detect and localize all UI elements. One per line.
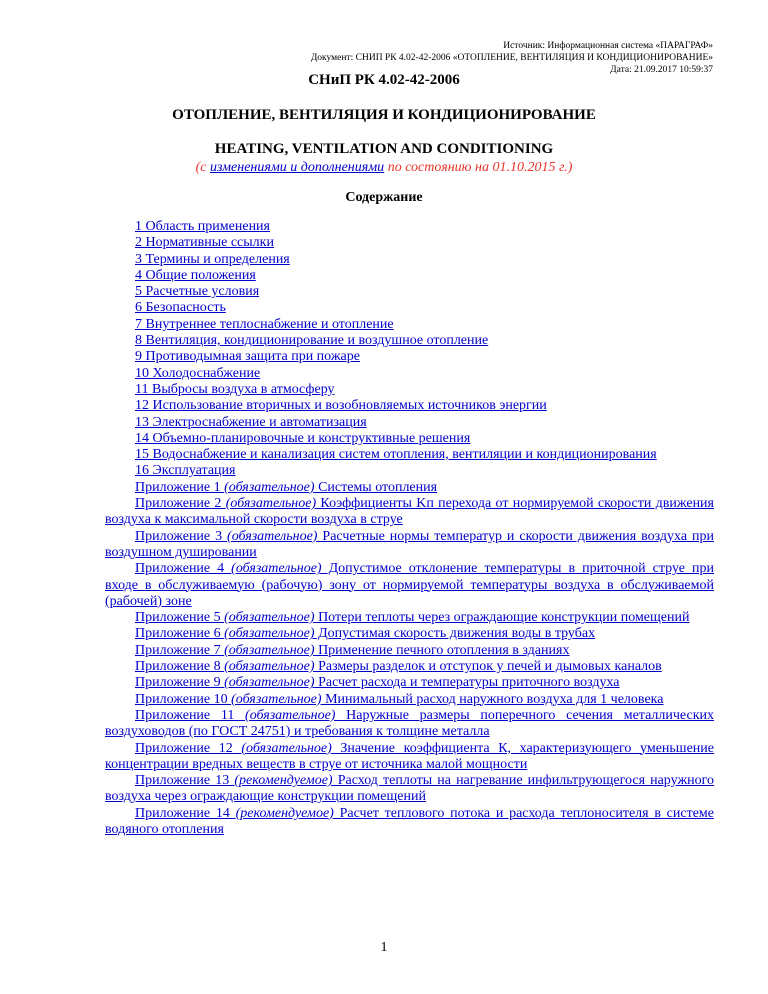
toc-item[interactable]	[105, 219, 714, 235]
toc-item-prefix: Приложение 9	[135, 675, 225, 691]
source-info	[311, 40, 713, 76]
toc-item[interactable]	[105, 773, 714, 806]
toc-item[interactable]	[105, 284, 714, 300]
toc-item[interactable]	[105, 447, 714, 463]
toc-item-label: 9 Противодымная защита при пожаре	[135, 349, 360, 365]
toc-item[interactable]	[105, 675, 714, 691]
toc-item-label: 6 Безопасность	[135, 300, 226, 316]
toc-item-label: 13 Электроснабжение и автоматизация	[135, 414, 367, 430]
table-of-contents	[105, 219, 714, 838]
toc-item-kind: (рекомендуемое)	[234, 773, 333, 789]
toc-item-label: Расчет теплового потока и расхода теплоносителя в системе водяного отопления	[105, 805, 714, 837]
toc-item[interactable]	[105, 300, 714, 316]
toc-item[interactable]	[105, 561, 714, 610]
toc-item-label: 11 Выбросы воздуха в атмосферу	[135, 381, 335, 397]
toc-item-prefix: Приложение 7	[135, 642, 225, 658]
toc-item-label: Размеры разделок и отступок у печей и дымовых каналов	[314, 659, 662, 675]
toc-item-kind: (обязательное)	[227, 528, 318, 544]
toc-item-label: Потери теплоты через ограждающие конструкции помещений	[314, 610, 690, 626]
toc-item-prefix: Приложение 11	[135, 707, 246, 723]
toc-item-prefix: Приложение 3	[135, 528, 228, 544]
toc-item-label: Наружные размеры поперечного сечения металлических воздуховодов (по ГОСТ 24751) и требования к толщине металла	[105, 707, 714, 740]
toc-item-kind: (обязательное)	[241, 740, 332, 756]
toc-item-label: 14 Объемно-планировочные и конструктивные решения	[135, 430, 471, 446]
toc-item[interactable]	[105, 398, 714, 414]
source-line: Источник: Информационная система «ПАРАГРАФ»	[503, 41, 713, 51]
toc-item[interactable]	[105, 708, 714, 741]
toc-item-label: Минимальный расход наружного воздуха для 1 человека	[321, 691, 664, 707]
document-code: СНиП РК 4.02-42-2006	[308, 72, 460, 88]
toc-item[interactable]	[105, 806, 714, 839]
toc-item-label: 2 Нормативные ссылки	[135, 235, 274, 251]
page-number: 1	[380, 940, 388, 955]
toc-item-label: 16 Эксплуатация	[135, 463, 236, 479]
toc-item[interactable]	[105, 333, 714, 349]
toc-item[interactable]	[105, 349, 714, 365]
toc-item-label: Применение печного отопления в зданиях	[314, 642, 570, 658]
toc-item[interactable]	[105, 252, 714, 268]
toc-item[interactable]	[105, 610, 714, 626]
document-line: Документ: СНИП РК 4.02-42-2006 «ОТОПЛЕНИЕ, ВЕНТИЛЯЦИЯ И КОНДИЦИОНИРОВАНИЕ»	[310, 53, 713, 63]
toc-item-label: Расход теплоты на нагревание инфильтрующегося наружного воздуха через ограждающие конструкции помещений	[105, 773, 714, 805]
toc-item-prefix: Приложение 4	[135, 561, 232, 577]
toc-item-kind: (обязательное)	[224, 642, 315, 658]
toc-item-kind: (обязательное)	[224, 610, 315, 626]
toc-item-kind: (обязательное)	[224, 479, 315, 495]
changes-note	[0, 160, 768, 176]
changes-suffix: по состоянию на 01.10.2015 г.)	[384, 160, 573, 175]
toc-item-prefix: Приложение 1	[135, 479, 225, 495]
toc-item[interactable]	[105, 463, 714, 479]
toc-item[interactable]	[105, 268, 714, 284]
changes-prefix: (с	[195, 160, 210, 175]
toc-item-kind: (обязательное)	[224, 675, 315, 691]
toc-item-prefix: Приложение 10	[135, 691, 232, 707]
toc-item[interactable]	[105, 317, 714, 333]
toc-item-prefix: Приложение 8	[135, 659, 225, 675]
toc-item-label: 4 Общие положения	[135, 267, 256, 283]
toc-item-label: 5 Расчетные условия	[135, 284, 260, 300]
toc-item-label: Системы отопления	[314, 479, 438, 495]
toc-item-label: 7 Внутреннее теплоснабжение и отопление	[135, 316, 394, 332]
toc-item-kind: (обязательное)	[231, 691, 322, 707]
toc-item-label: Допустимое отклонение температуры в приточной струе при входе в обслуживаемую (рабочую) зону от нормируемой температуры воздуха в обслуживаемой (рабочей) зоне	[105, 561, 715, 609]
toc-item[interactable]	[105, 659, 714, 675]
toc-item-label: Допустимая скорость движения воды в трубах	[314, 626, 596, 642]
toc-item[interactable]	[105, 741, 714, 774]
toc-item[interactable]	[105, 382, 714, 398]
toc-item[interactable]	[105, 529, 714, 562]
toc-item[interactable]	[105, 643, 714, 659]
toc-item-prefix: Приложение 6	[135, 626, 225, 642]
toc-item-label: 1 Область применения	[135, 219, 270, 234]
document-title: ОТОПЛЕНИЕ, ВЕНТИЛЯЦИЯ И КОНДИЦИОНИРОВАНИЕ	[172, 107, 596, 123]
toc-item-kind: (рекомендуемое)	[235, 805, 334, 821]
toc-item-label: Расчетные нормы температур и скорости движения воздуха при воздушном душировании	[105, 528, 714, 560]
toc-item[interactable]	[105, 692, 714, 708]
toc-item-label: Значение коэффициента К, характеризующего уменьшение концентрации вредных веществ в струе от источника малой мощности	[105, 740, 714, 772]
toc-item-label: 12 Использование вторичных и возобновляемых источников энергии	[135, 398, 547, 414]
toc-item-prefix: Приложение 2	[135, 496, 226, 512]
toc-item-label: Расчет расхода и температуры приточного воздуха	[314, 675, 620, 691]
toc-item-prefix: Приложение 5	[135, 610, 225, 626]
toc-item-label: Коэффициенты Kп перехода от нормируемой скорости движения воздуха к максимальной скорости воздуха в струе	[105, 496, 714, 528]
toc-item[interactable]	[105, 480, 714, 496]
toc-item[interactable]	[105, 496, 714, 529]
toc-item[interactable]	[105, 431, 714, 447]
toc-item-kind: (обязательное)	[224, 626, 315, 642]
toc-item-label: 10 Холодоснабжение	[135, 365, 261, 381]
toc-item-prefix: Приложение 14	[135, 805, 236, 821]
toc-item-label: 8 Вентиляция, кондиционирование и воздушное отопление	[135, 333, 489, 349]
toc-item-prefix: Приложение 13	[135, 773, 235, 789]
toc-item-kind: (обязательное)	[225, 496, 317, 512]
date-line: Дата: 21.09.2017 10:59:37	[610, 65, 713, 75]
toc-item[interactable]	[105, 626, 714, 642]
document-title-english: HEATING, VENTILATION AND CONDITIONING	[214, 141, 554, 157]
toc-item-label: 15 Водоснабжение и канализация систем отопления, вентиляции и кондиционирования	[135, 447, 657, 463]
toc-item[interactable]	[105, 366, 714, 382]
toc-item-prefix: Приложение 12	[135, 740, 242, 756]
toc-item[interactable]	[105, 235, 714, 251]
toc-item-kind: (обязательное)	[245, 707, 336, 723]
toc-item-kind: (обязательное)	[231, 561, 322, 577]
toc-heading: Содержание	[345, 190, 423, 205]
toc-item-label: 3 Термины и определения	[135, 251, 290, 267]
toc-item[interactable]	[105, 415, 714, 431]
changes-link[interactable]: изменениями и дополнениями	[209, 160, 385, 175]
toc-item-kind: (обязательное)	[224, 659, 315, 675]
